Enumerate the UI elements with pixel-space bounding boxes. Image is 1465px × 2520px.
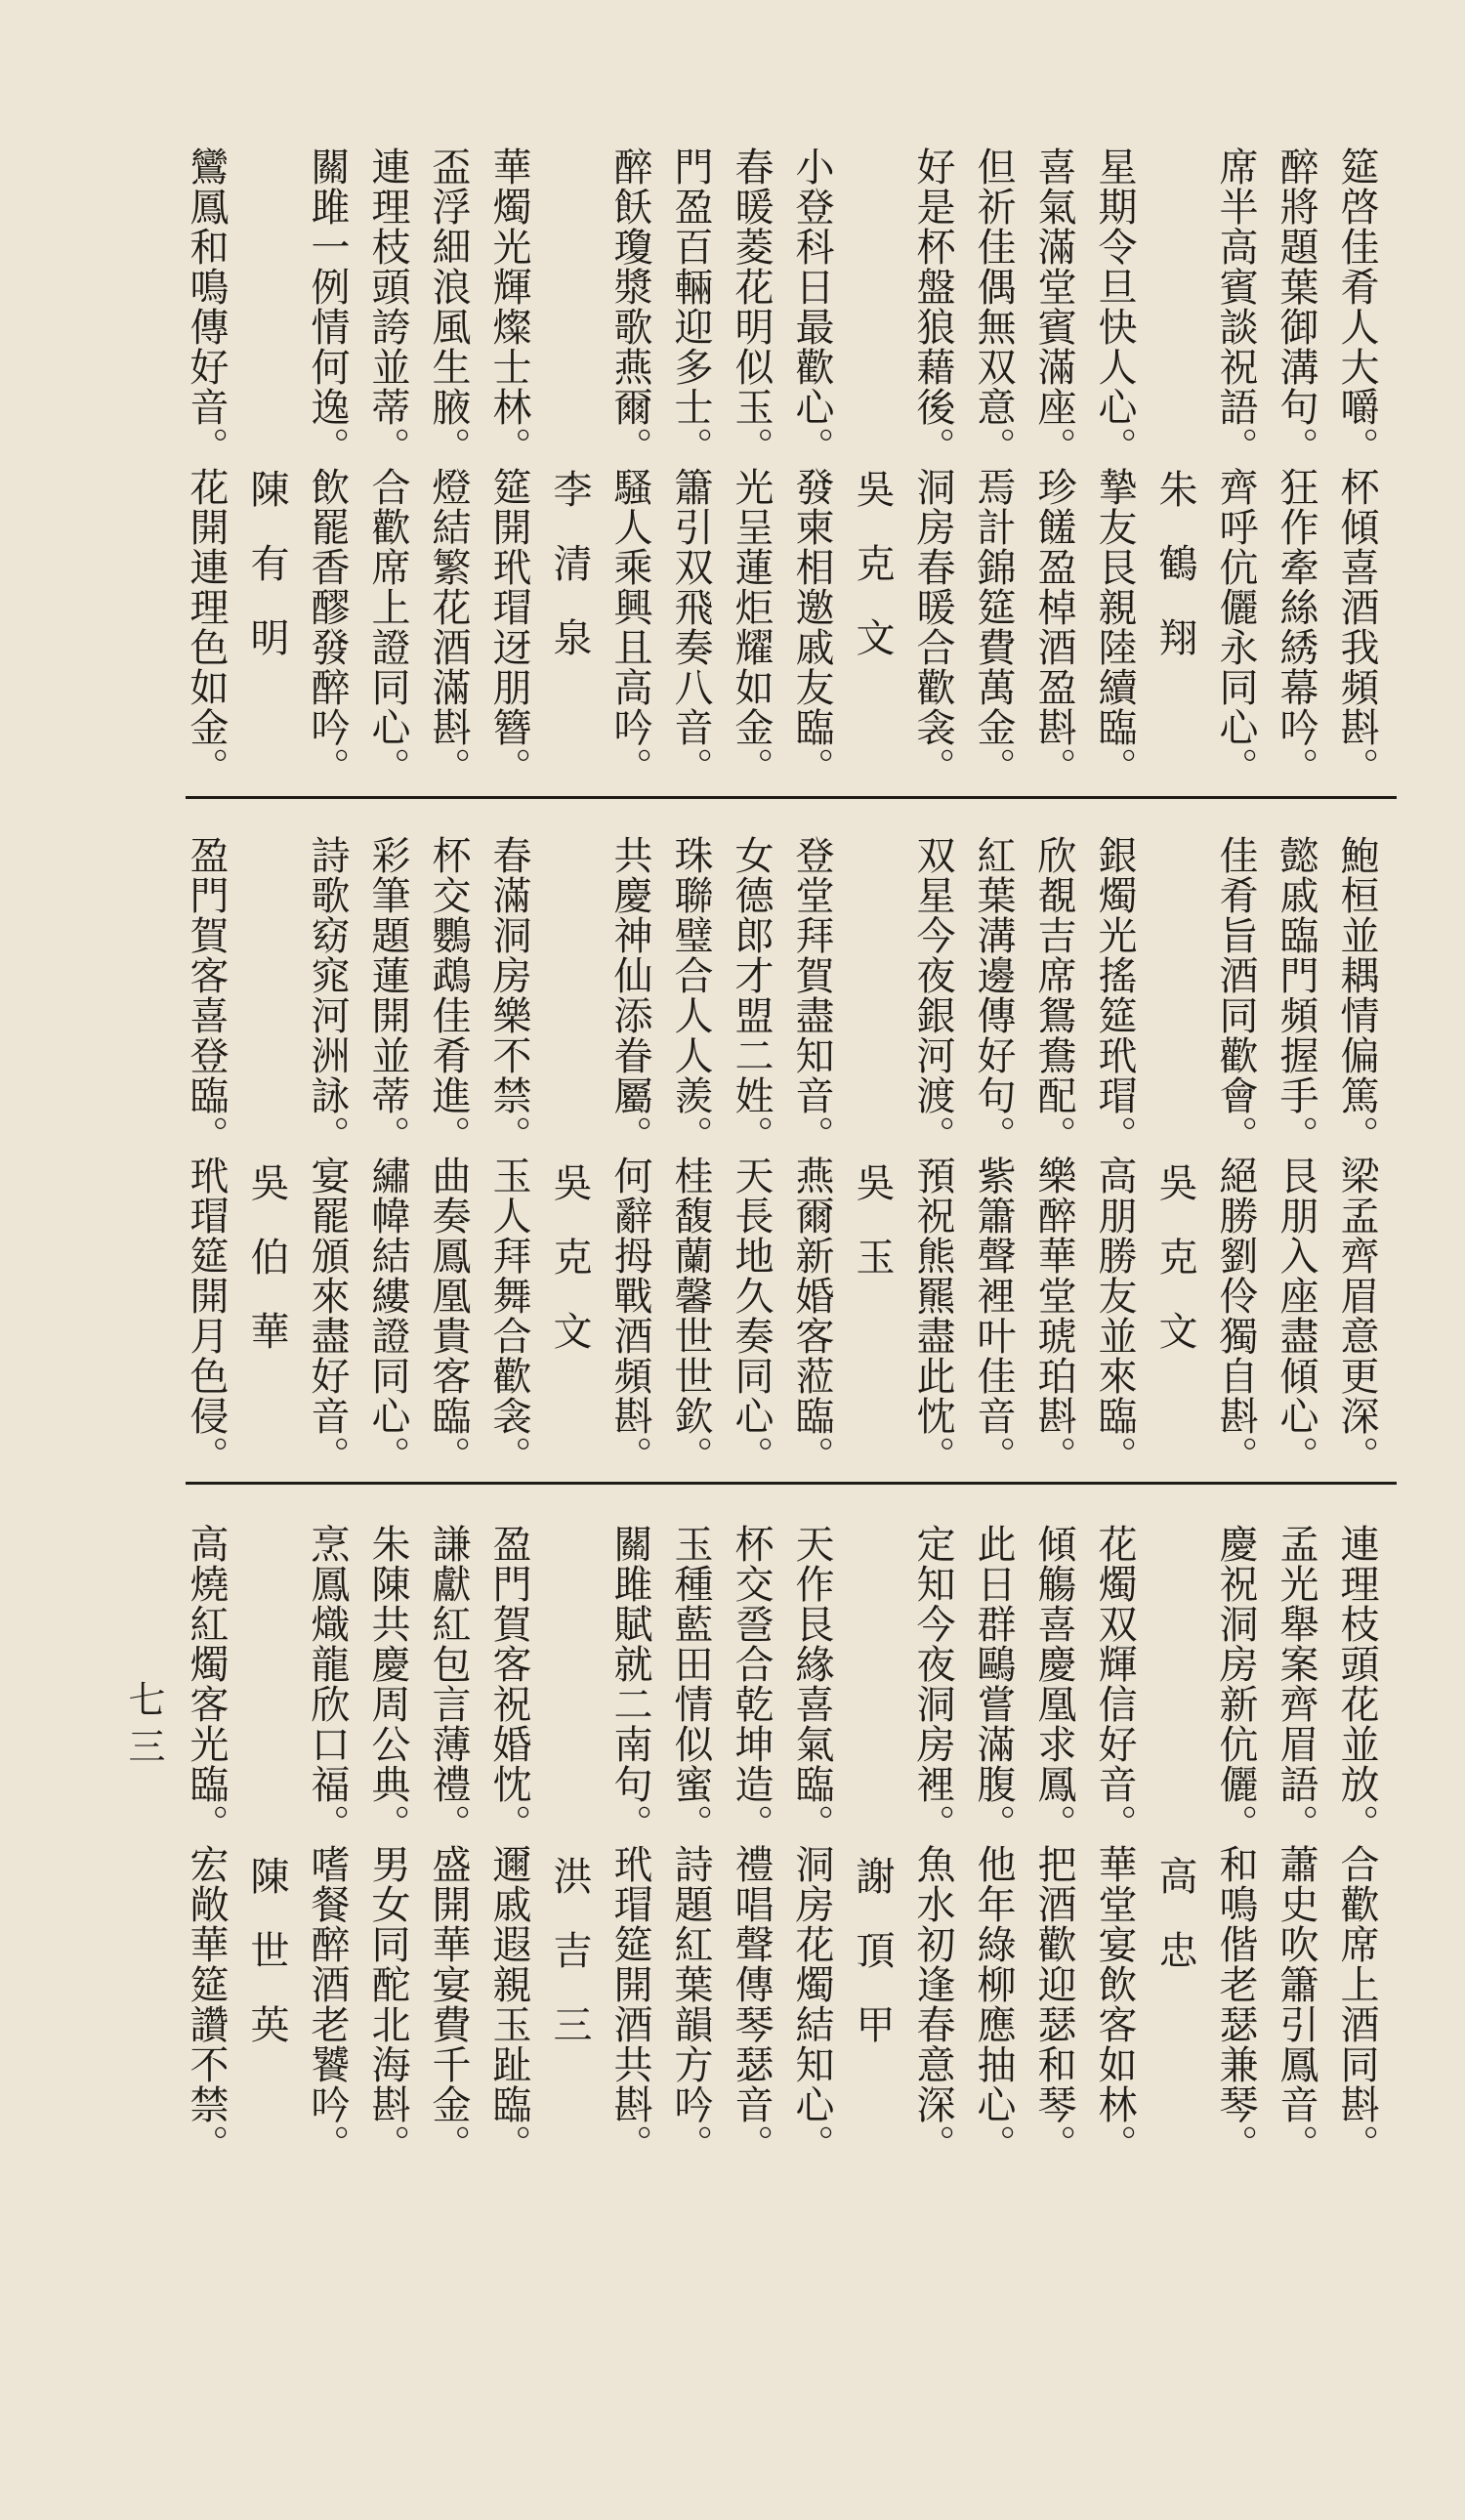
verse-line: 佳肴旨酒同歡會。絕勝劉伶獨自斟。	[1213, 835, 1258, 1476]
verse-line: 玉種藍田情似蜜。詩題紅葉韻方吟。	[668, 1524, 713, 2164]
verse-line: 鮑桓並耦情偏篤。梁孟齊眉意更深。	[1334, 835, 1379, 1476]
verse-line: 花燭双輝信好音。華堂宴飲客如林。	[1092, 1524, 1137, 2164]
verse-line: 門盈百輛迎多士。簫引双飛奏八音。	[668, 147, 713, 787]
poem-author: 陳有明	[244, 469, 289, 692]
verse-line: 双星今夜銀河渡。預祝熊羆盡此忱。	[910, 835, 955, 1476]
poem-band-middle	[186, 835, 1387, 1480]
verse-line: 盃浮細浪風生腋。燈結繁花酒滿斟。	[426, 147, 471, 787]
verse-line: 謙獻紅包言薄禮。盛開華宴費千金。	[426, 1524, 471, 2164]
poem-author: 李清泉	[547, 469, 592, 692]
verse-line: 慶祝洞房新伉儷。和鳴偕老瑟兼琴。	[1213, 1524, 1258, 2164]
verse-line: 但祈佳偶無双意。焉計錦筵費萬金。	[971, 147, 1016, 787]
verse-line: 筵啓佳肴人大嚼。杯傾喜酒我頻斟。	[1334, 147, 1379, 787]
verse-line: 紅葉溝邊傳好句。紫簫聲裡叶佳音。	[971, 835, 1016, 1476]
verse-line: 共慶神仙添眷屬。何辭拇戰酒頻斟。	[607, 835, 652, 1476]
verse-line: 醉飫瓊漿歌燕爾。騷人乘興且高吟。	[607, 147, 652, 787]
poem-author: 陳世英	[244, 1856, 289, 2079]
verse-line: 登堂拜賀盡知音。燕爾新婚客蒞臨。	[789, 835, 834, 1476]
verse-line: 珠聯璧合人人羨。桂馥蘭馨世世欽。	[668, 835, 713, 1476]
verse-line: 好是杯盤狼藉後。洞房春暖合歡衾。	[910, 147, 955, 787]
section-divider-rule	[186, 1482, 1397, 1485]
poem-author: 吳克文	[547, 1162, 592, 1385]
verse-line: 連理枝頭花並放。合歡席上酒同斟。	[1334, 1524, 1379, 2164]
verse-line: 杯交鸚鵡佳肴進。曲奏鳳凰貴客臨。	[426, 835, 471, 1476]
verse-line: 孟光舉案齊眉語。蕭史吹簫引鳳音。	[1274, 1524, 1318, 2164]
verse-line: 盈門賀客祝婚忱。邇戚遐親玉趾臨。	[486, 1524, 531, 2164]
verse-line: 星期令旦快人心。摯友艮親陸續臨。	[1092, 147, 1137, 787]
verse-line: 春滿洞房樂不禁。玉人拜舞合歡衾。	[486, 835, 531, 1476]
page-number: 七三	[122, 1680, 165, 1774]
verse-line: 連理枝頭誇並蒂。合歡席上證同心。	[365, 147, 410, 787]
poem-author: 朱鶴翔	[1152, 469, 1197, 692]
verse-line: 烹鳳熾龍欣口福。嗜餐醉酒老饕吟。	[305, 1524, 350, 2164]
poem-author: 吳克文	[850, 469, 895, 692]
verse-line: 春暖菱花明似玉。光呈蓮炬耀如金。	[729, 147, 774, 787]
verse-line: 鸞鳳和鳴傳好音。花開連理色如金。	[184, 147, 229, 787]
verse-line: 懿戚臨門頻握手。艮朋入座盡傾心。	[1274, 835, 1318, 1476]
poem-author: 洪吉三	[547, 1856, 592, 2079]
poem-author: 吳玉	[850, 1162, 895, 1311]
verse-line: 天作艮緣喜氣臨。洞房花燭結知心。	[789, 1524, 834, 2164]
verse-line: 醉將題葉御溝句。狂作牽絲綉幕吟。	[1274, 147, 1318, 787]
poem-band-top	[186, 147, 1387, 796]
poem-band-bottom	[186, 1524, 1387, 2188]
verse-line: 銀燭光搖筵玳瑁。高朋勝友並來臨。	[1092, 835, 1137, 1476]
verse-line: 喜氣滿堂賓滿座。珍饈盈棹酒盈斟。	[1031, 147, 1076, 787]
section-divider-rule	[186, 796, 1397, 799]
verse-line: 此日群鷗嘗滿腹。他年綠柳應抽心。	[971, 1524, 1016, 2164]
verse-line: 朱陳共慶周公典。男女同酡北海斟。	[365, 1524, 410, 2164]
verse-line: 關雎一例情何逸。飲罷香醪發醉吟。	[305, 147, 350, 787]
verse-line: 定知今夜洞房裡。魚水初逢春意深。	[910, 1524, 955, 2164]
verse-line: 詩歌窈窕河洲詠。宴罷頒來盡好音。	[305, 835, 350, 1476]
verse-line: 彩筆題蓮開並蒂。繡幃結縷證同心。	[365, 835, 410, 1476]
verse-line: 關雎賦就二南句。玳瑁筵開酒共斟。	[607, 1524, 652, 2164]
verse-line: 杯交巹合乾坤造。禮唱聲傳琴瑟音。	[729, 1524, 774, 2164]
verse-line: 席半高賓談祝語。齊呼伉儷永同心。	[1213, 147, 1258, 787]
verse-line: 女德郎才盟二姓。天長地久奏同心。	[729, 835, 774, 1476]
verse-line: 傾觴喜慶凰求鳳。把酒歡迎瑟和琴。	[1031, 1524, 1076, 2164]
verse-line: 高燒紅燭客光臨。宏敞華筵讚不禁。	[184, 1524, 229, 2164]
verse-line: 華燭光輝燦士林。筵開玳瑁迓朋簪。	[486, 147, 531, 787]
poem-author: 吳克文	[1152, 1162, 1197, 1385]
poem-author: 吳伯華	[244, 1162, 289, 1385]
verse-line: 盈門賀客喜登臨。玳瑁筵開月色侵。	[184, 835, 229, 1476]
poem-author: 高忠	[1152, 1856, 1197, 2004]
verse-line: 小登科日最歡心。發柬相邀戚友臨。	[789, 147, 834, 787]
poem-author: 謝頂甲	[850, 1856, 895, 2079]
verse-line: 欣覩吉席鴛鴦配。樂醉華堂琥珀斟。	[1031, 835, 1076, 1476]
